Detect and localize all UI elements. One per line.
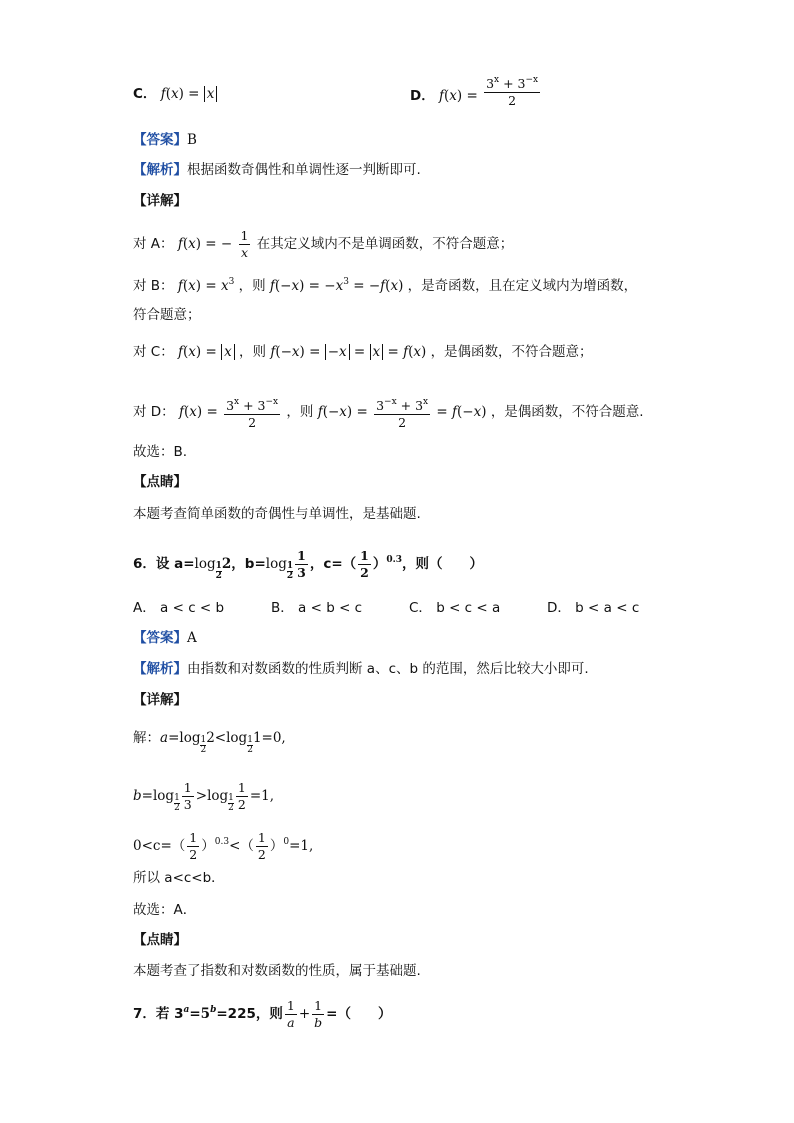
q5-choose: 故选：B. — [133, 444, 188, 460]
q6-detail-b: b=log $\frac{1}{2}$ $\frac{1}{3}$ >log $\frac{1}{2}$ $\frac{1}{2}$ =1, — [133, 780, 275, 813]
q5-detail-d: 对 D： f(x) = $\frac{3^x + 3^{-x}}{2}$ ，则 f(−x) = $\frac{3^{-x} + 3^x}{2}$ = f(−x) ，是偶函数，不符合题意. — [133, 397, 644, 430]
q6-analysis: 【解析】由指数和对数函数的性质判断 a、c、b 的范围，然后比较大小即可. — [133, 661, 589, 677]
q5-detail-c: 对 C： f(x) = x ，则 f(−x) = −x = x = f(x) ，是偶函数，不符合题意； — [133, 344, 593, 360]
q6-detail-a: 解：a=log $\frac{1}{2}$ 2<log $\frac{1}{2}$ 1=0, — [133, 730, 286, 755]
q6-option-b: B． a < b < c — [271, 600, 363, 616]
q5-detail-b-cont: 符合题意； — [133, 307, 201, 323]
q6-detail-c: 0<c=（ $\frac{1}{2}$ ）$^{0.3}$<（ $\frac{1}{2}$ ）$^0$=1, — [133, 830, 314, 862]
q6-comment-heading: 【点睛】 — [133, 932, 187, 948]
q6-answer: 【答案】A — [133, 630, 197, 646]
q6-stem: 6．设 a=log $\frac{1}{2}$ 2，b=log $\frac{1}{2}$ $\frac{1}{3}$ ，c=（ $\frac{1}{2}$ ）$^{0.3}$，则（ ） — [133, 548, 484, 581]
q5-detail-b: 对 B： $f(x) = x^3$ ，则 $f(-x) = -x^3 = -f(x)$ ，是奇函数，且在定义域内为增函数， — [133, 277, 638, 294]
q6-comment: 本题考查了指数和对数函数的性质，属于基础题. — [133, 963, 421, 979]
q6-conclusion: 所以 a<c<b． — [133, 870, 225, 886]
q7-stem: 7．若 $3^a=5^b=225$，则 $\frac{1}{a}$ + $\frac{1}{b}$ =（ ） — [133, 998, 392, 1030]
q5-analysis: 【解析】根据函数奇偶性和单调性逐一判断即可. — [133, 162, 421, 178]
q5-detail-a: 对 A： f(x) = − $\frac{1}{x}$ 在其定义域内不是单调函数，不符合题意； — [133, 228, 514, 260]
q6-choose: 故选：A． — [133, 902, 197, 918]
q6-option-d: D． b < a < c — [547, 600, 640, 616]
q6-option-c: C． b < c < a — [409, 600, 501, 616]
q6-detail-heading: 【详解】 — [133, 692, 187, 708]
q5-option-c: C． f(x) = x — [133, 84, 217, 104]
q5-answer: 【答案】B — [133, 132, 197, 148]
q5-comment-heading: 【点睛】 — [133, 474, 187, 490]
q5-detail-heading: 【详解】 — [133, 193, 187, 209]
q5-comment: 本题考查简单函数的奇偶性与单调性，是基础题. — [133, 506, 421, 522]
q6-options — [133, 598, 639, 618]
q5-option-d: D． f(x) = $\frac{3^x + 3^{-x}}{2}$ — [410, 75, 539, 108]
q6-option-a: A． a < c < b — [133, 600, 225, 616]
